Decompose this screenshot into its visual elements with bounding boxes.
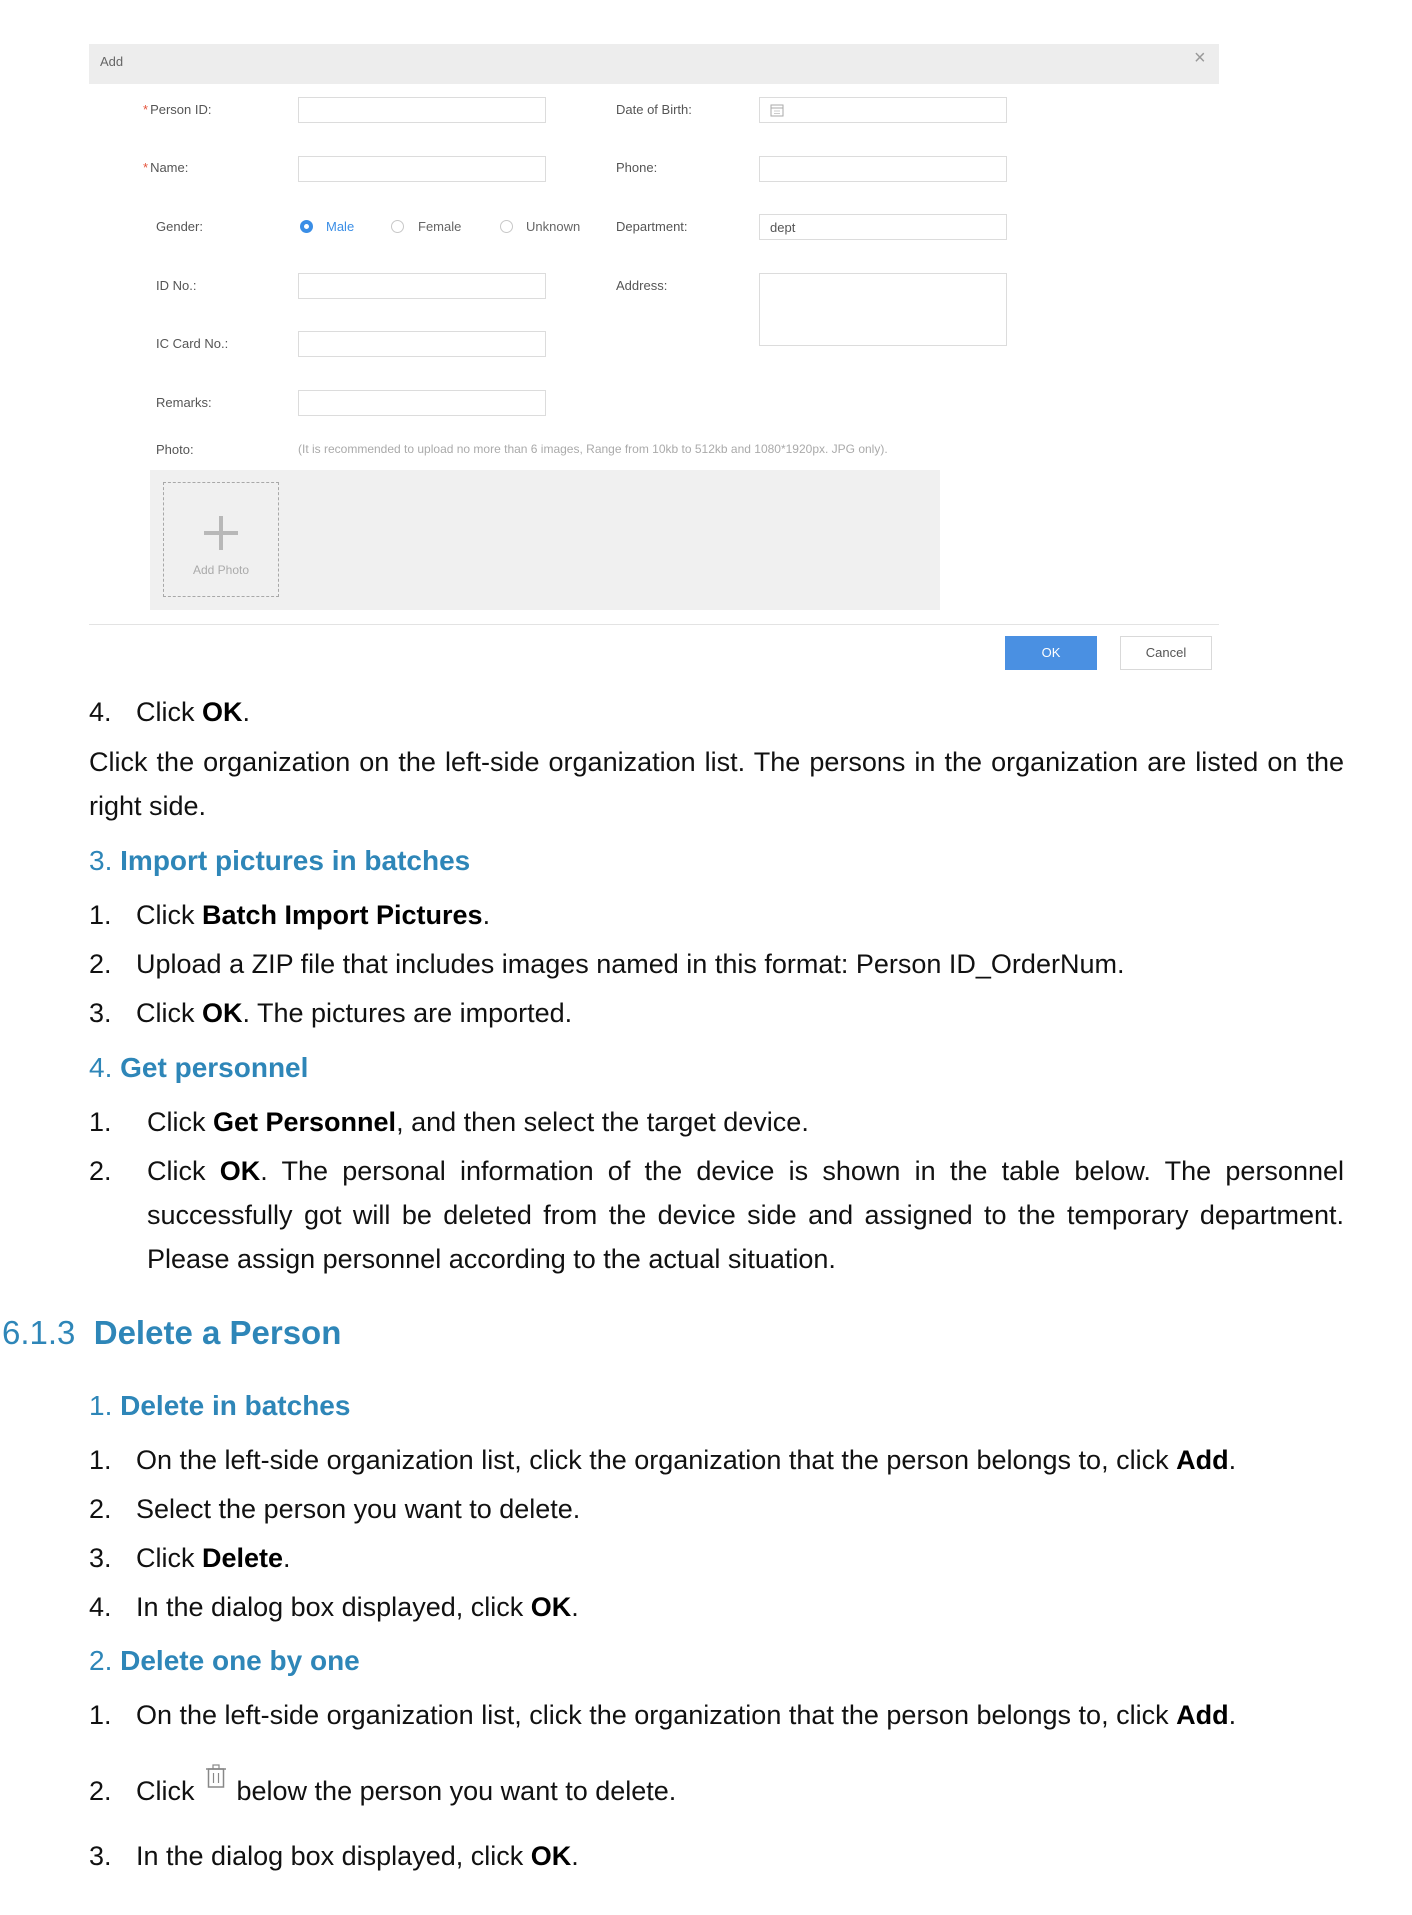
dialog-divider: [89, 624, 1219, 625]
gender-female-radio[interactable]: [391, 220, 404, 233]
photo-label: Photo:: [156, 442, 194, 457]
step-text: Click OK. The pictures are imported.: [136, 998, 573, 1028]
step-number: 1.: [89, 1445, 112, 1475]
subheading-import: 3. Import pictures in batches: [89, 845, 471, 876]
address-textarea[interactable]: [759, 273, 1007, 346]
ic-card-input[interactable]: [298, 331, 546, 357]
subheading-delete-one: 2. Delete one by one: [89, 1645, 360, 1676]
step-text: Click OK.: [136, 697, 251, 727]
step-number: 1.: [89, 1700, 112, 1730]
step-text: In the dialog box displayed, click OK.: [136, 1592, 579, 1622]
id-no-input[interactable]: [298, 273, 546, 299]
step-number: 2.: [89, 1494, 112, 1524]
address-label: Address:: [616, 278, 668, 293]
id-no-label: ID No.:: [156, 278, 197, 293]
step-text: Upload a ZIP file that includes images named in this format: Person ID_OrderNum.: [136, 949, 1125, 979]
gender-male-label: Male: [326, 219, 355, 234]
gender-female-label: Female: [418, 219, 462, 234]
trash-icon: [205, 1761, 227, 1791]
step-number: 3.: [89, 1841, 112, 1871]
gender-label: Gender:: [156, 219, 203, 234]
close-icon[interactable]: ×: [1194, 47, 1206, 69]
step-number: 4.: [89, 1592, 112, 1622]
subheading-delete-batches: 1. Delete in batches: [89, 1390, 351, 1421]
person-id-label: * Person ID:: [143, 102, 212, 117]
section-heading: 6.1.3 Delete a Person: [2, 1314, 342, 1351]
step-text: Click OK. The personal information of the device is shown in the table below. The personnel successfully got will be deleted from the device side and assigned to the temporary department. Please assign personnel according to the actual situation.: [147, 1156, 1344, 1274]
step-number: 1.: [89, 1107, 112, 1137]
step-number: 1.: [89, 900, 112, 930]
gender-unknown-label: Unknown: [526, 219, 581, 234]
step-text: On the left-side organization list, click the organization that the person belongs to, click Add.: [136, 1700, 1237, 1730]
department-value: dept: [770, 220, 796, 235]
step-text: Select the person you want to delete.: [136, 1494, 581, 1524]
name-label: * Name:: [143, 160, 189, 175]
dialog-title-bar: [89, 44, 1219, 84]
phone-input[interactable]: [759, 156, 1007, 182]
step-text: On the left-side organization list, click the organization that the person belongs to, click Add.: [136, 1445, 1237, 1475]
paragraph: Click the organization on the left-side organization list. The persons in the organization are listed on the right side.: [89, 747, 1344, 821]
phone-label: Phone:: [616, 160, 658, 175]
step-text: Click Delete.: [136, 1543, 291, 1573]
remarks-input[interactable]: [298, 390, 546, 416]
dob-label: Date of Birth:: [616, 102, 692, 117]
step-text: Click below the person you want to delete.: [136, 1775, 676, 1807]
ic-card-label: IC Card No.:: [156, 336, 229, 351]
step-number: 4.: [89, 697, 112, 727]
plus-icon-vertical: [219, 516, 223, 550]
step-text: Click Batch Import Pictures.: [136, 900, 491, 930]
step-number: 2.: [89, 1776, 112, 1806]
step-text: Click Get Personnel, and then select the target device.: [147, 1107, 809, 1137]
step-text: In the dialog box displayed, click OK.: [136, 1841, 579, 1871]
name-input[interactable]: [298, 156, 546, 182]
step-number: 3.: [89, 998, 112, 1028]
photo-hint: (It is recommended to upload no more than 6 images, Range from 10kb to 512kb and 1080*1920px. JPG only).: [298, 442, 888, 456]
gender-unknown-radio[interactable]: [500, 220, 513, 233]
calendar-icon: [770, 103, 784, 117]
remarks-label: Remarks:: [156, 395, 212, 410]
department-label: Department:: [616, 219, 688, 234]
person-id-input[interactable]: [298, 97, 546, 123]
dialog-title: Add: [100, 54, 124, 69]
department-input[interactable]: [759, 214, 1007, 240]
step-number: 3.: [89, 1543, 112, 1573]
step-number: 2.: [89, 949, 112, 979]
ok-button[interactable]: OK: [1005, 636, 1097, 670]
step-number: 2.: [89, 1156, 112, 1186]
add-photo-label: Add Photo: [192, 563, 250, 577]
gender-male-radio[interactable]: [300, 220, 313, 233]
subheading-get-personnel: 4. Get personnel: [89, 1052, 309, 1083]
dob-input[interactable]: [759, 97, 1007, 123]
cancel-button[interactable]: Cancel: [1120, 636, 1212, 670]
